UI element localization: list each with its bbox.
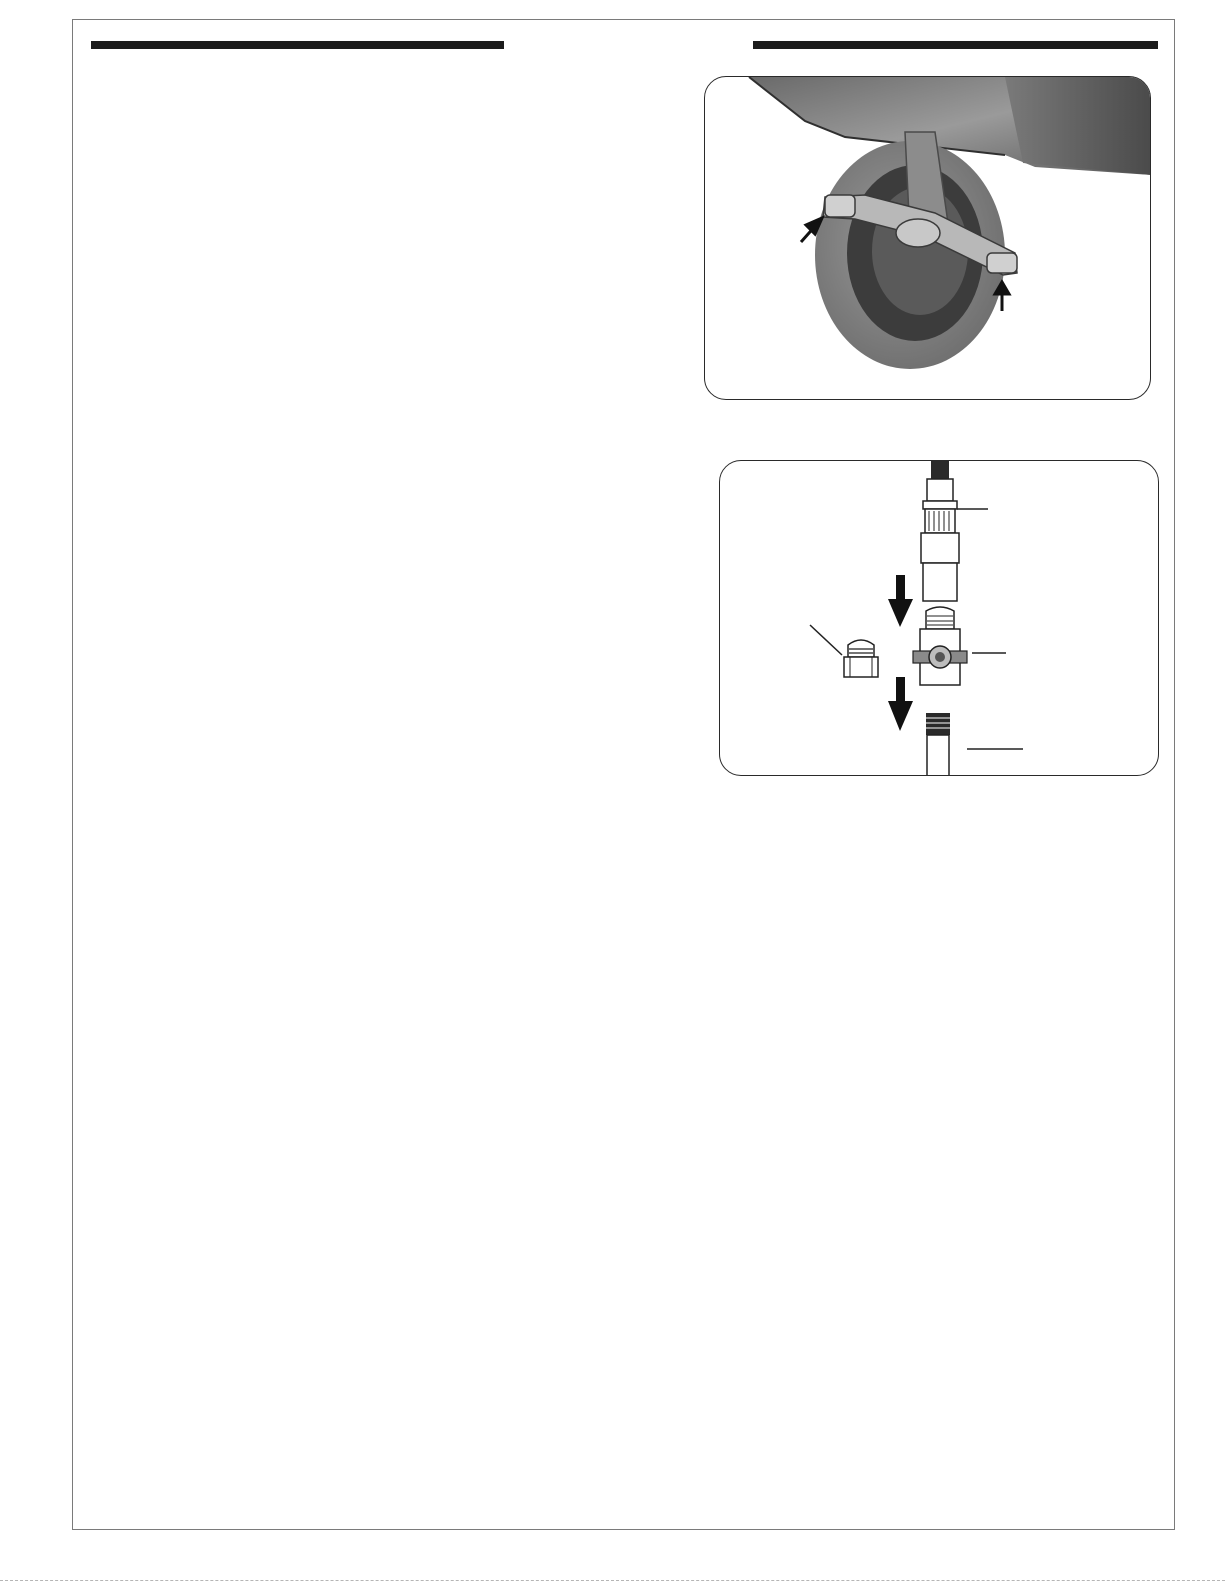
shutoff-valve-nipple	[926, 607, 954, 629]
gas-hose	[931, 461, 949, 479]
bottom-trim-line	[0, 1580, 1225, 1581]
wing-nut	[896, 219, 940, 247]
header-rule-right	[753, 41, 1158, 49]
brake-pedal-right	[987, 253, 1017, 273]
caster-wheel-illustration	[705, 77, 1151, 400]
header-rule-left	[91, 41, 504, 49]
caster-photo-panel	[704, 76, 1151, 400]
brake-pedal-left	[825, 195, 855, 217]
leader-line-adapter	[810, 625, 842, 655]
supply-pipe	[927, 735, 949, 776]
supply-pipe-thread	[926, 713, 950, 735]
arrow-down-upper	[888, 575, 913, 627]
gas-fitting-illustration	[720, 461, 1159, 776]
arrow-down-lower	[888, 677, 913, 731]
gas-fitting-panel	[719, 460, 1159, 776]
